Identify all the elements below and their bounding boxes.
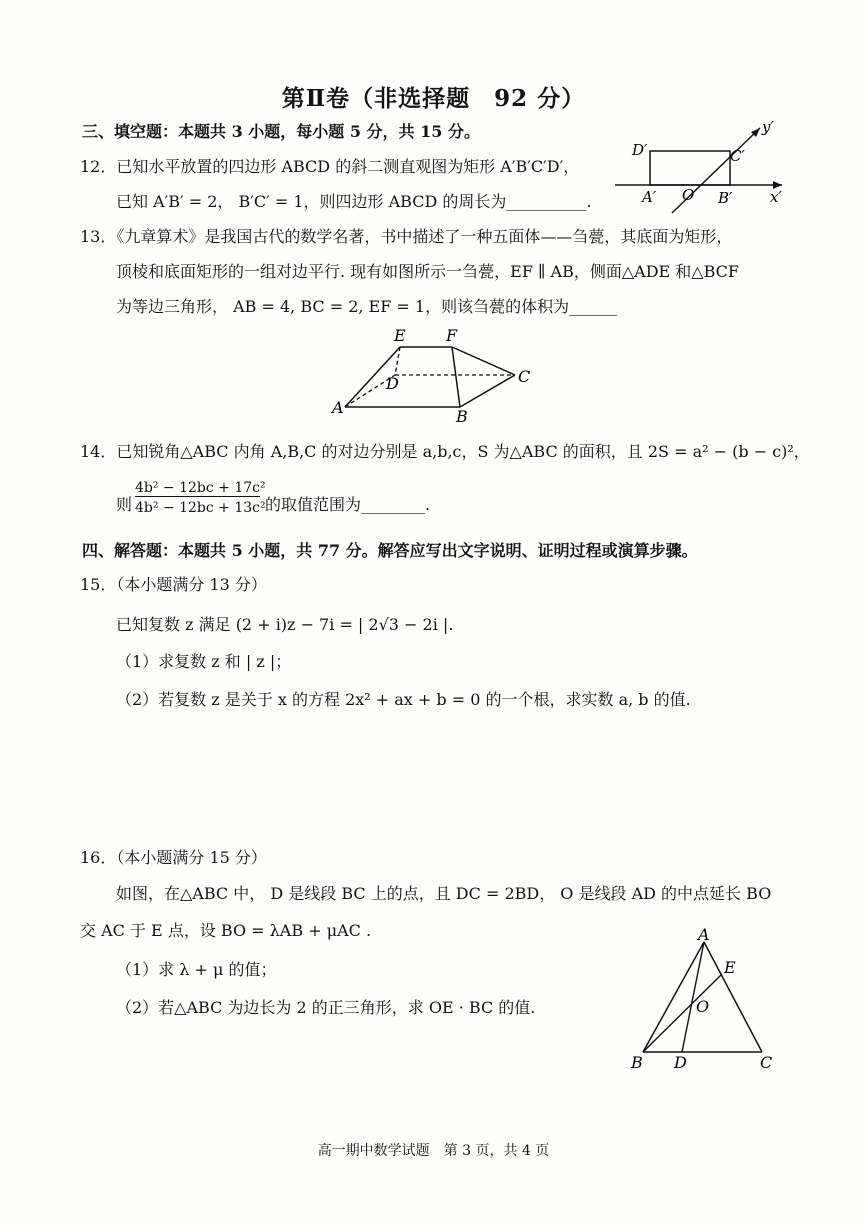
q13-label-d: D [386, 374, 399, 393]
q12-label-c: C′ [730, 147, 745, 165]
q12-label-b: B′ [718, 189, 733, 207]
q16-label-o: O [696, 997, 710, 1016]
q12-label-o: O′ [682, 186, 698, 204]
q14-numerator: 4b² − 12bc + 17c² [135, 480, 266, 496]
q16-label-c: C [760, 1053, 773, 1072]
q16-figure [628, 925, 783, 1075]
q12-label-y: y′ [762, 118, 774, 136]
section-3-header: 三、填空题：本题共 3 小题，每小题 5 分，共 15 分。 [82, 122, 480, 141]
q12-label-x: x′ [770, 188, 782, 206]
q15-part2: （2）若复数 z 是关于 x 的方程 2x² + ax + b = 0 的一个根，求实数 a, b 的值. [116, 690, 691, 709]
q16-line2: 交 AC 于 E 点，设 BO = λAB + μAC . [80, 921, 372, 940]
q16-label-a: A [698, 925, 710, 944]
q14-line1: 14．已知锐角△ABC 内角 A,B,C 的对边分别是 a,b,c，S 为△ABC 的面积，且 2S = a² − (b − c)²， [80, 442, 810, 461]
q16-label-b: B [631, 1053, 643, 1072]
q12-label-d: D′ [632, 141, 648, 159]
q13-label-f: F [446, 326, 458, 345]
page-footer: 高一期中数学试题 第 3 页，共 4 页 [317, 1143, 550, 1159]
q12-figure [610, 118, 795, 213]
q16-part2: （2）若△ABC 为边长为 2 的正三角形，求 OE · BC 的值. [116, 998, 536, 1017]
q16-label-e: E [724, 958, 736, 977]
section-4-header: 四、解答题：本题共 5 小题，共 77 分。解答应写出文字说明、证明过程或演算步骤。 [82, 541, 698, 560]
q15-stem: 已知复数 z 满足 (2 + i)z − 7i = | 2√3 − 2i |. [116, 615, 454, 634]
q16-label-d: D [674, 1053, 687, 1072]
q12-line1: 12．已知水平放置的四边形 ABCD 的斜二测直观图为矩形 A′B′C′D′， [80, 157, 580, 176]
q13-line1: 13．《九章算术》是我国古代的数学名著，书中描述了一种五面体——刍甍，其底面为矩形， [80, 227, 733, 246]
q15-head: 15．（本小题满分 13 分） [80, 575, 267, 594]
q13-label-a: A [332, 398, 344, 417]
q16-part1: （1）求 λ + μ 的值； [116, 960, 277, 979]
q13-line3: 为等边三角形， AB = 4, BC = 2, EF = 1，则该刍甍的体积为______ [116, 297, 618, 316]
q14-ze: 则 [116, 495, 133, 514]
q14-denominator: 4b² − 12bc + 13c² [135, 500, 266, 516]
page-title: 第Ⅱ卷（非选择题 92 分） [281, 85, 586, 112]
q12-label-a: A′ [642, 188, 657, 206]
q13-label-e: E [394, 326, 406, 345]
q16-line1: 如图，在△ABC 中， D 是线段 BC 上的点，且 DC = 2BD， O 是线段 AD 的中点延长 BO [116, 884, 772, 903]
q13-label-b: B [456, 407, 468, 426]
q12-line2: 已知 A′B′ = 2， B′C′ = 1，则四边形 ABCD 的周长为__________. [116, 192, 592, 211]
q15-part1: （1）求复数 z 和 | z |； [116, 652, 292, 671]
q13-label-c: C [518, 367, 531, 386]
q16-head: 16．（本小题满分 15 分） [80, 848, 267, 867]
q14-suffix: 的取值范围为________. [265, 495, 431, 514]
q13-line2: 顶棱和底面矩形的一组对边平行. 现有如图所示一刍甍，EF ∥ AB，侧面△ADE 和△BCF [116, 262, 739, 281]
q13-figure [330, 325, 540, 425]
